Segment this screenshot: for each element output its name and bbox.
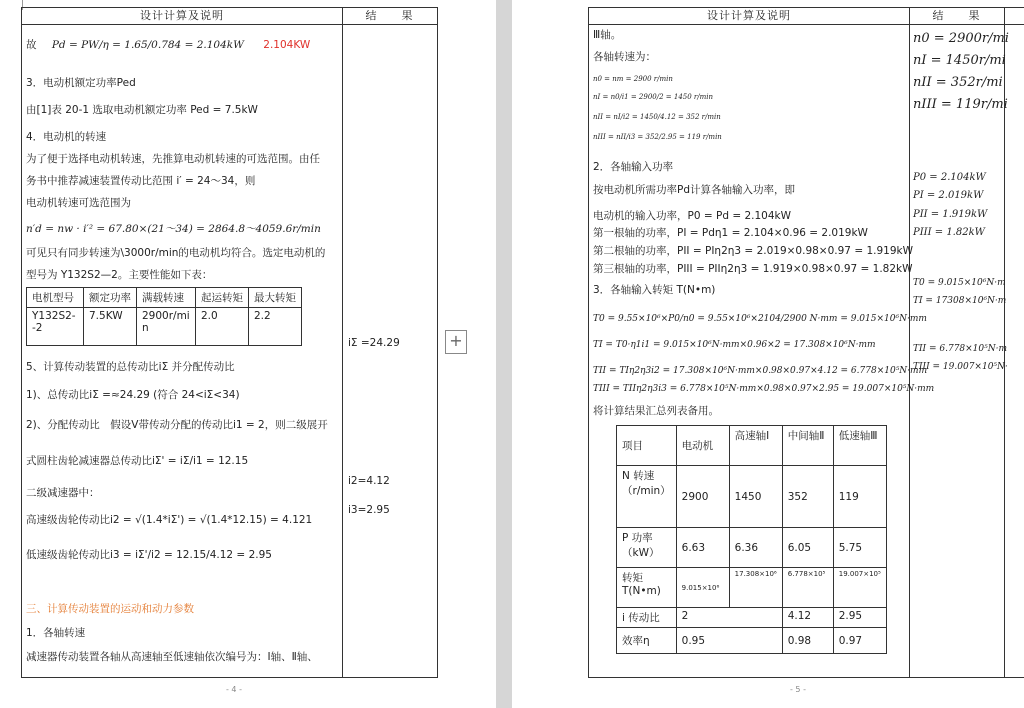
- table-cell: 6.778×10⁵: [782, 568, 833, 608]
- page5-frame: [588, 7, 1024, 678]
- table-cell: P 功率（kW）: [617, 528, 677, 568]
- section-heading: 4．电动机的转速: [26, 131, 107, 143]
- formula-line: 第三根轴的功率，PIII = PIIη2η3 = 1.919×0.98×0.97 = 1.82kW: [593, 263, 913, 275]
- header-divider: [22, 24, 437, 25]
- motor-spec-table: [26, 287, 302, 346]
- table-header-cell: 最大转矩: [249, 288, 302, 308]
- column-divider: [909, 8, 910, 677]
- result-p3: PIII = 1.82kW: [913, 227, 985, 238]
- header-result: 结 果: [365, 9, 414, 22]
- result-p2: PII = 1.919kW: [913, 209, 988, 220]
- header-result: 结 果: [932, 9, 981, 22]
- table-cell: 0.97: [833, 628, 886, 654]
- text-line: 务书中推荐减速装置传动比范围 i′ = 24～34，则: [26, 175, 256, 187]
- table-cell: 0.95: [676, 628, 782, 654]
- table-header-cell: 中间轴Ⅱ: [782, 426, 833, 466]
- table-row: [27, 308, 302, 346]
- result-ratio-3: i3=2.95: [348, 504, 390, 516]
- result-ratio-2: i2=4.12: [348, 475, 390, 487]
- table-cell: 7.5KW: [84, 308, 137, 346]
- table-row: [617, 608, 887, 628]
- table-cell: N 转速（r/min）: [617, 466, 677, 528]
- text-line: 按电动机所需功率Pd计算各轴输入功率，即: [593, 184, 795, 196]
- page4-frame: [21, 7, 438, 678]
- table-cell: 6.36: [729, 528, 782, 568]
- text-line: 2)、分配传动比 假设V带传动分配的传动比i1 = 2，则二级展开: [26, 419, 328, 431]
- table-cell: 效率η: [617, 628, 677, 654]
- table-cell: 2.95: [833, 608, 886, 628]
- table-cell: 转矩 T(N•m): [617, 568, 677, 608]
- text-line: 型号为 Y132S2—2。主要性能如下表：: [26, 269, 213, 281]
- formula-line: 式圆柱齿轮减速器总传动比iΣ' = iΣ/i1 = 12.15: [26, 455, 249, 467]
- result-t0: T0 = 9.015×10⁶N·m: [913, 278, 1006, 288]
- chapter-heading: 三、计算传动装置的运动和动力参数: [26, 603, 194, 615]
- results-column: [911, 24, 1024, 674]
- page-number: - 4 -: [226, 685, 242, 694]
- result-t3: TIII = 19.007×10⁵N·: [913, 362, 1008, 372]
- table-header-row: [27, 288, 302, 308]
- formula-line: n′d = nw · i′² = 67.80×(21～34) = 2864.8～4059.6r/min: [26, 223, 321, 235]
- table-header-cell: 额定功率: [84, 288, 137, 308]
- text-line: 由[1]表 20-1 选取电动机额定功率 Ped = 7.5kW: [26, 104, 258, 116]
- section-heading: 1．各轴转速: [26, 627, 86, 639]
- formula-line: 故 Pd = PW/η = 1.65/0.784 = 2.104kW 2.104KW: [26, 39, 311, 51]
- table-header-row: [617, 426, 887, 466]
- result-n2: nII = 352r/mi: [913, 75, 1003, 90]
- formula-line: TII = TIη2η3i2 = 17.308×10⁶N·mm×0.98×0.97×4.12 = 6.778×10⁵N·mm: [593, 366, 928, 376]
- result-n3: nIII = 119r/mi: [913, 97, 1008, 112]
- speed-formula: n0 = nm = 2900 r/min: [593, 75, 673, 83]
- table-row: [617, 628, 887, 654]
- column-divider: [342, 8, 343, 677]
- table-cell: 2.0: [196, 308, 249, 346]
- formula-line: 第一根轴的功率，PI = Pdη1 = 2.104×0.96 = 2.019kW: [593, 227, 868, 239]
- table-header-cell: 满载转速: [137, 288, 196, 308]
- document-page-5: [512, 0, 1024, 708]
- text-line: 减速器传动装置各轴从高速轴至低速轴依次编号为：Ⅰ轴、Ⅱ轴、: [26, 651, 318, 663]
- text-line: Ⅲ轴。: [593, 29, 622, 41]
- table-cell: 19.007×10⁵: [833, 568, 886, 608]
- text-line: 电动机转速可选范围为: [26, 197, 131, 209]
- table-header-cell: 低速轴Ⅲ: [833, 426, 886, 466]
- text-line: 二级减速器中：: [26, 487, 100, 499]
- formula-line: 高速级齿轮传动比i2 = √(1.4*iΣ') = √(1.4*12.15) = 4.121: [26, 514, 313, 526]
- result-total-ratio: iΣ =24.29: [348, 337, 400, 349]
- summary-table: [616, 425, 887, 654]
- formula-line: 第二根轴的功率，PII = PIη2η3 = 2.019×0.98×0.97 = 1.919kW: [593, 245, 913, 257]
- formula-line: TI = T0·η1i1 = 9.015×10⁶N·mm×0.96×2 = 17.308×10⁶N·mm: [593, 340, 876, 350]
- formula-line: TIII = TIIη2η3i3 = 6.778×10⁵N·mm×0.98×0.97×2.95 = 19.007×10⁵N·mm: [593, 384, 935, 394]
- page-gutter: [496, 0, 512, 708]
- section-heading: 3．各轴输入转矩 T(N•m): [593, 284, 716, 296]
- table-cell: i 传动比: [617, 608, 677, 628]
- result-t2: TII = 6.778×10⁵N·m: [913, 344, 1008, 354]
- table-cell: 2.2: [249, 308, 302, 346]
- document-page-4: [0, 0, 496, 708]
- table-header-cell: 电机型号: [27, 288, 84, 308]
- speed-formula: nI = n0/i1 = 2900/2 = 1450 r/min: [593, 93, 713, 101]
- result-p1: PI = 2.019kW: [913, 190, 984, 201]
- result-n0: n0 = 2900r/mi: [913, 31, 1009, 46]
- speed-formula: nII = nI/i2 = 1450/4.12 = 352 r/min: [593, 113, 721, 121]
- table-cell: 119: [833, 466, 886, 528]
- speed-formula: nIII = nII/i3 = 352/2.95 = 119 r/min: [593, 133, 722, 141]
- table-cell: 1450: [729, 466, 782, 528]
- table-row: [617, 568, 887, 608]
- text-line: 1)、总传动比iΣ =≈24.29 (符合 24<iΣ<34): [26, 389, 240, 401]
- table-cell: 6.05: [782, 528, 833, 568]
- result-n1: nI = 1450r/mi: [913, 53, 1006, 68]
- result-t1: TI = 17308×10⁶N·m: [913, 296, 1007, 306]
- page-number: - 5 -: [790, 685, 806, 694]
- table-cell: 4.12: [782, 608, 833, 628]
- table-header-cell: 项目: [617, 426, 677, 466]
- header-calc: 设计计算及说明: [707, 9, 791, 22]
- section-heading: 2．各轴输入功率: [593, 161, 674, 173]
- text-line: 可见只有同步转速为\3000r/min的电动机均符合。选定电动机的: [26, 247, 326, 259]
- text-line: 为了便于选择电动机转速，先推算电动机转速的可选范围。由任: [26, 153, 320, 165]
- table-cell: 2: [676, 608, 782, 628]
- table-row: [617, 466, 887, 528]
- table-cell: 17.308×10⁶: [729, 568, 782, 608]
- formula-line: T0 = 9.55×10⁶×P0/n0 = 9.55×10⁶×2104/2900 N·mm = 9.015×10⁶N·mm: [593, 314, 927, 324]
- result-p0: P0 = 2.104kW: [913, 172, 986, 183]
- table-cell: 6.63: [676, 528, 729, 568]
- formula-line: 低速级齿轮传动比i3 = iΣ'/i2 = 12.15/4.12 = 2.95: [26, 549, 272, 561]
- header-calc: 设计计算及说明: [140, 9, 224, 22]
- table-cell: 9.015×10⁶: [676, 568, 729, 608]
- formula-line: 电动机的输入功率，P0 = Pd = 2.104kW: [593, 210, 791, 222]
- section-heading: 3．电动机额定功率Ped: [26, 77, 136, 89]
- table-cell: 5.75: [833, 528, 886, 568]
- table-header-cell: 起运转矩: [196, 288, 249, 308]
- table-header-cell: 高速轴Ⅰ: [729, 426, 782, 466]
- table-row: [617, 528, 887, 568]
- add-page-button[interactable]: +: [445, 330, 467, 354]
- table-cell: Y132S2--2: [27, 308, 84, 346]
- text-line: 各轴转速为：: [593, 51, 656, 63]
- table-cell: 2900r/min: [137, 308, 196, 346]
- table-cell: 352: [782, 466, 833, 528]
- table-cell: 0.98: [782, 628, 833, 654]
- section-heading: 5、计算传动装置的总传动比iΣ 并分配传动比: [26, 361, 235, 373]
- table-cell: 2900: [676, 466, 729, 528]
- table-header-cell: 电动机: [676, 426, 729, 466]
- text-line: 将计算结果汇总列表备用。: [593, 405, 719, 417]
